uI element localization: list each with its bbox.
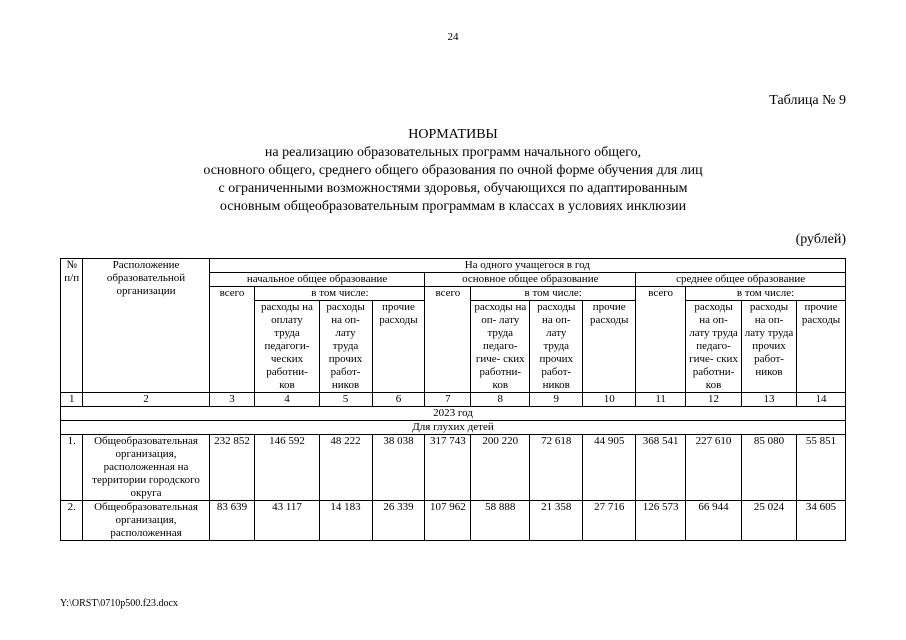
header-level-secondary: среднее общее образование bbox=[636, 273, 846, 287]
column-number: 1 bbox=[61, 393, 83, 407]
header-including: в том числе: bbox=[686, 287, 846, 301]
column-number: 8 bbox=[471, 393, 530, 407]
value-cell: 55 851 bbox=[797, 435, 846, 501]
value-cell: 21 358 bbox=[530, 501, 583, 541]
header-ped-salary: расходы на оп- лату труда педаго- гиче- ских работни- ков bbox=[471, 301, 530, 393]
header-misc: прочие расходы bbox=[583, 301, 636, 393]
value-cell: 368 541 bbox=[636, 435, 686, 501]
value-cell: 146 592 bbox=[255, 435, 319, 501]
column-number: 12 bbox=[686, 393, 742, 407]
header-including: в том числе: bbox=[255, 287, 425, 301]
footer-file-path: Y:\ORST\0710p500.f23.docx bbox=[60, 598, 178, 609]
row-number: 2. bbox=[61, 501, 83, 541]
header-level-basic: основное общее образование bbox=[425, 273, 636, 287]
column-number: 14 bbox=[797, 393, 846, 407]
header-total: всего bbox=[425, 287, 471, 393]
title-line: с ограниченными возможностями здоровья, обучающихся по адаптированным bbox=[218, 181, 688, 196]
header-level-primary: начальное общее образование bbox=[209, 273, 425, 287]
header-other-salary: расходы на оп- лату труда прочих работ- ников bbox=[742, 301, 797, 393]
column-number: 13 bbox=[742, 393, 797, 407]
year-row bbox=[61, 407, 846, 421]
header-per-student: На одного учащегося в год bbox=[209, 259, 845, 273]
value-cell: 83 639 bbox=[209, 501, 255, 541]
value-cell: 232 852 bbox=[209, 435, 255, 501]
header-other-salary: расходы на оп- лату труда прочих работ- ников bbox=[319, 301, 372, 393]
column-number: 4 bbox=[255, 393, 319, 407]
value-cell: 66 944 bbox=[686, 501, 742, 541]
header-total: всего bbox=[636, 287, 686, 393]
value-cell: 72 618 bbox=[530, 435, 583, 501]
value-cell: 227 610 bbox=[686, 435, 742, 501]
table-row bbox=[61, 501, 846, 541]
document-title bbox=[0, 126, 906, 216]
value-cell: 126 573 bbox=[636, 501, 686, 541]
column-number: 5 bbox=[319, 393, 372, 407]
column-number: 7 bbox=[425, 393, 471, 407]
header-total: всего bbox=[209, 287, 255, 393]
value-cell: 107 962 bbox=[425, 501, 471, 541]
column-number: 2 bbox=[83, 393, 209, 407]
title-line: на реализацию образовательных программ начального общего, bbox=[264, 145, 642, 160]
value-cell: 85 080 bbox=[742, 435, 797, 501]
header-location: Расположение образовательной организации bbox=[83, 259, 209, 393]
year-label: 2023 год bbox=[61, 407, 846, 421]
header-other-salary: расходы на оп- лату труда прочих работ- ников bbox=[530, 301, 583, 393]
value-cell: 38 038 bbox=[372, 435, 425, 501]
header-no: № п/п bbox=[61, 259, 83, 393]
value-cell: 26 339 bbox=[372, 501, 425, 541]
value-cell: 200 220 bbox=[471, 435, 530, 501]
column-number: 9 bbox=[530, 393, 583, 407]
value-cell: 25 024 bbox=[742, 501, 797, 541]
value-cell: 27 716 bbox=[583, 501, 636, 541]
value-cell: 317 743 bbox=[425, 435, 471, 501]
unit-label: (рублей) bbox=[795, 232, 846, 247]
column-number: 10 bbox=[583, 393, 636, 407]
value-cell: 43 117 bbox=[255, 501, 319, 541]
table-row bbox=[61, 435, 846, 501]
value-cell: 48 222 bbox=[319, 435, 372, 501]
column-number: 3 bbox=[209, 393, 255, 407]
column-number: 6 bbox=[372, 393, 425, 407]
table-label: Таблица № 9 bbox=[769, 93, 846, 108]
column-number-row bbox=[61, 393, 846, 407]
header-misc: прочие расходы bbox=[797, 301, 846, 393]
value-cell: 58 888 bbox=[471, 501, 530, 541]
row-number: 1. bbox=[61, 435, 83, 501]
group-row bbox=[61, 421, 846, 435]
column-number: 11 bbox=[636, 393, 686, 407]
title-line: основным общеобразовательным программам в классах в условиях инклюзии bbox=[219, 199, 687, 214]
header-including: в том числе: bbox=[471, 287, 636, 301]
header-ped-salary: расходы на оплату труда педагоги- ческих работни- ков bbox=[255, 301, 319, 393]
value-cell: 14 183 bbox=[319, 501, 372, 541]
header-misc: прочие расходы bbox=[372, 301, 425, 393]
value-cell: 44 905 bbox=[583, 435, 636, 501]
header-row bbox=[61, 259, 846, 273]
header-ped-salary: расходы на оп- лату труда педаго- гиче- ских работни- ков bbox=[686, 301, 742, 393]
page-number: 24 bbox=[447, 31, 459, 43]
title-line: НОРМАТИВЫ bbox=[408, 127, 498, 142]
row-location: Общеобразовательная организация, расположенная bbox=[83, 501, 209, 541]
group-label: Для глухих детей bbox=[61, 421, 846, 435]
standards-table bbox=[60, 258, 846, 541]
row-location: Общеобразовательная организация, расположенная на территории городского округа bbox=[83, 435, 209, 501]
value-cell: 34 605 bbox=[797, 501, 846, 541]
title-line: основного общего, среднего общего образования по очной форме обучения для лиц bbox=[203, 163, 703, 178]
